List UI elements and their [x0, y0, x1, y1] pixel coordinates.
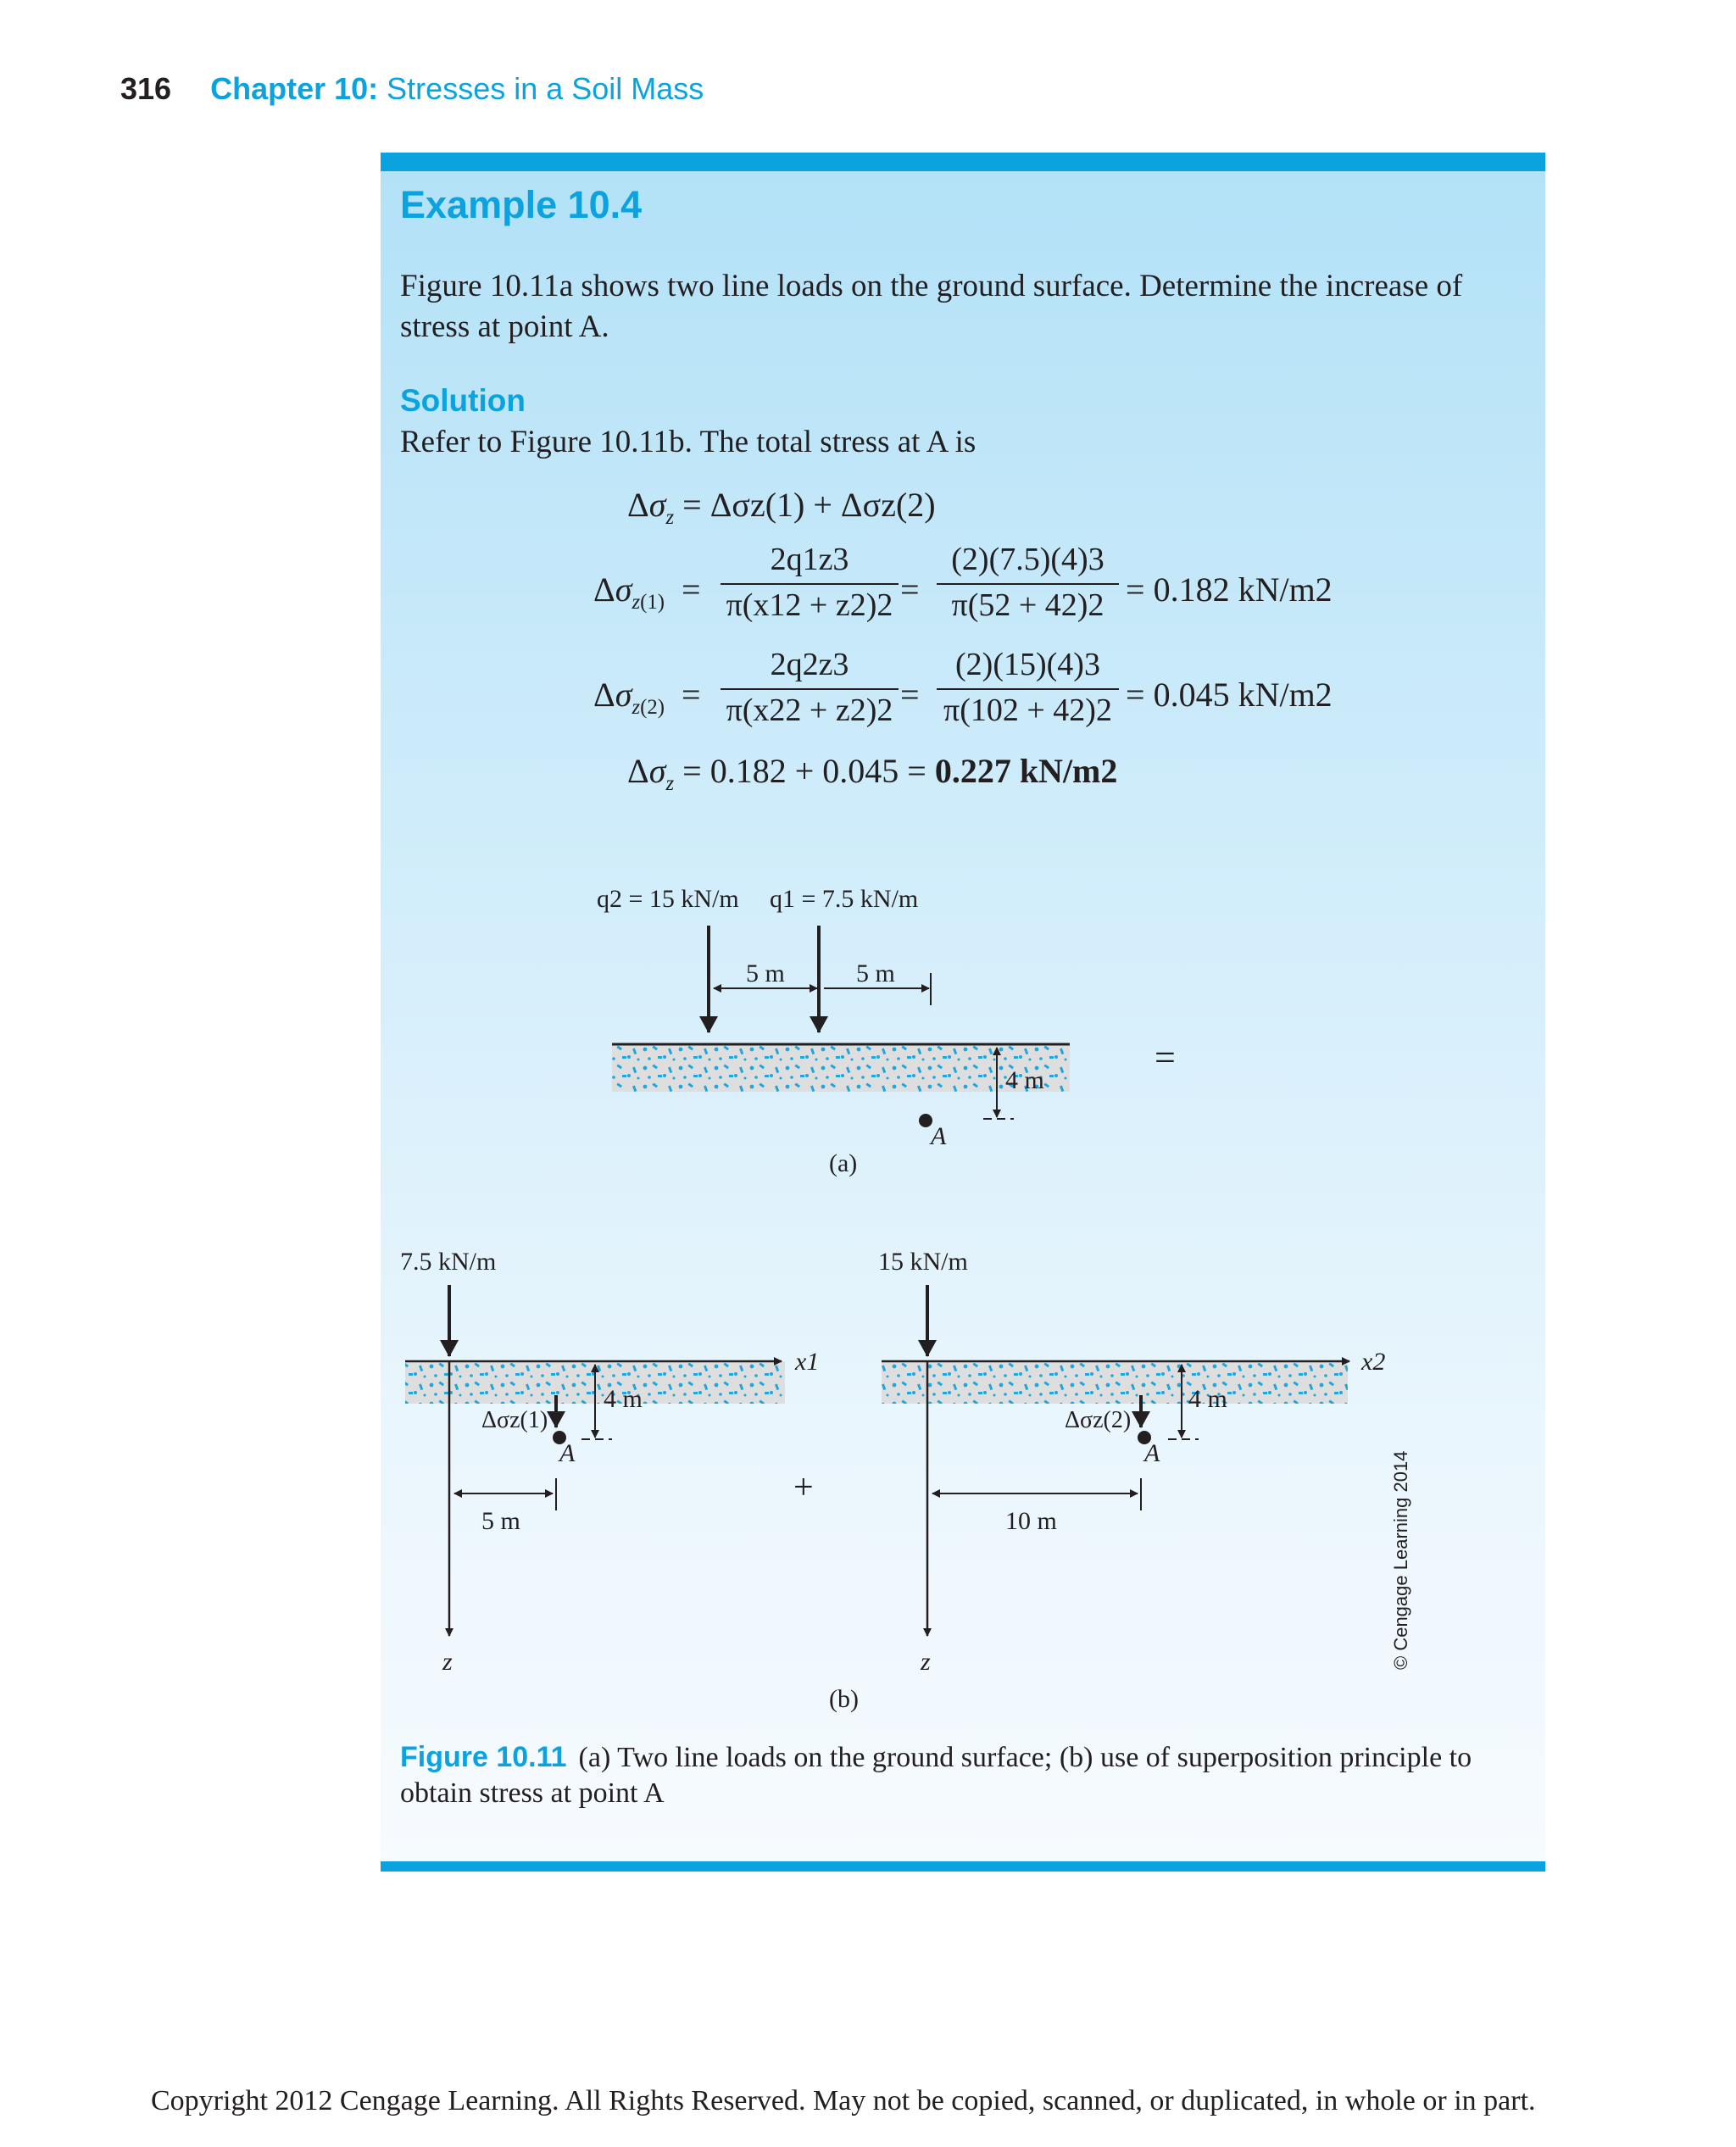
copyright-notice: Copyright 2012 Cengage Learning. All Rights Reserved. May not be copied, scanned, or duplicated, in whole or in part.: [151, 2085, 1536, 2116]
fig-b-left-stress: Δσz(1): [481, 1407, 548, 1433]
fig-a-soil: [612, 1044, 1070, 1092]
fig-b-plus: +: [793, 1468, 814, 1507]
fig-b-left-z-label: z: [442, 1648, 453, 1676]
eq3-denominator: π(x22 + z2)2: [721, 688, 899, 729]
caption-text: (a) Two line loads on the ground surface; (b) use of superposition principle to obtain stress at point A: [400, 1742, 1472, 1809]
eq3-numerator: 2q2z3: [770, 647, 849, 682]
solution-heading: Solution: [400, 383, 526, 418]
equation-total: $\Delta\sigma_z = \Delta\sigma z(1) + \Delta\sigma z(2)$: [627, 486, 936, 529]
caption-label: Figure 10.11: [400, 1741, 567, 1773]
figure-caption: [400, 1739, 1519, 1811]
fig-a-load-q1: q1 = 7.5 kN/m: [770, 885, 919, 913]
chapter-label: Chapter 10:: [210, 71, 379, 106]
fig-b-right-z-label: z: [921, 1648, 931, 1676]
eq3-equals: =: [900, 676, 920, 714]
eq3-den-values: π(102 + 42)2: [937, 688, 1119, 729]
eq2-num-values: (2)(7.5)(4)3: [951, 542, 1104, 577]
fig-a-point-label: A: [931, 1122, 947, 1150]
eq4-sum: 0.182 + 0.045: [709, 752, 899, 790]
fig-b-right-depth: 4 m: [1188, 1385, 1227, 1413]
example-statement: Figure 10.11a shows two line loads on the ground surface. Determine the increase of stress at point A.: [400, 269, 1463, 344]
eq2-result: 0.182 kN/m2: [1153, 570, 1333, 609]
fig-a-equals: =: [1155, 1037, 1176, 1078]
eq1-rhs: Δσz(1) + Δσz(2): [709, 486, 936, 524]
chapter-title: Stresses in a Soil Mass: [387, 71, 704, 106]
fig-b-right-load: 15 kN/m: [878, 1248, 968, 1276]
eq3-num-values: (2)(15)(4)3: [955, 647, 1100, 682]
fig-b-left-dim: 5 m: [481, 1507, 520, 1535]
page-number: 316: [120, 71, 172, 106]
fig-b-right-soil: [882, 1361, 1348, 1404]
fig-b-right-dim: 10 m: [1005, 1507, 1057, 1535]
fig-b-left-x-label: x1: [795, 1348, 820, 1376]
equation-sum: $\Delta\sigma_z = 0.182 + 0.045 = 0.227$ kN/m2: [627, 752, 1118, 795]
fig-a-label: (a): [829, 1149, 858, 1177]
fig-a-dim2: 5 m: [856, 959, 895, 987]
fig-b-left-load: 7.5 kN/m: [400, 1248, 497, 1276]
eq2-equals: =: [900, 570, 920, 609]
eq2-numerator: 2q1z3: [770, 542, 849, 577]
example-title: Example 10.4: [400, 183, 643, 226]
fig-b-left-point-label: A: [559, 1439, 576, 1467]
fig-b-right-point-label: A: [1144, 1439, 1160, 1467]
eq2-lhs: $\Delta\sigma_{z(1)}$ =: [593, 570, 701, 614]
fig-b-right-stress: Δσz(2): [1065, 1407, 1132, 1433]
fig-a-load-q2: q2 = 15 kN/m: [597, 885, 739, 913]
solution-intro: Refer to Figure 10.11b. The total stress at A is: [400, 425, 976, 459]
fig-a-dim1: 5 m: [746, 959, 785, 987]
eq2-denominator: π(x12 + z2)2: [721, 583, 899, 624]
eq2-result-line: = 0.182 kN/m2: [1126, 570, 1333, 609]
eq3-result-line: = 0.045 kN/m2: [1126, 676, 1333, 714]
image-credit: © Cengage Learning 2014: [1390, 1450, 1411, 1670]
fig-b-right-x-label: x2: [1361, 1348, 1386, 1376]
fig-b-label: (b): [829, 1685, 859, 1713]
eq2-den-values: π(52 + 42)2: [937, 583, 1119, 624]
fig-a-depth: 4 m: [1005, 1066, 1044, 1094]
eq4-result: 0.227 kN/m2: [934, 752, 1118, 790]
fig-b-left-depth: 4 m: [604, 1385, 643, 1413]
eq3-lhs: $\Delta\sigma_{z(2)}$ =: [593, 676, 701, 719]
eq3-result: 0.045 kN/m2: [1153, 676, 1333, 714]
